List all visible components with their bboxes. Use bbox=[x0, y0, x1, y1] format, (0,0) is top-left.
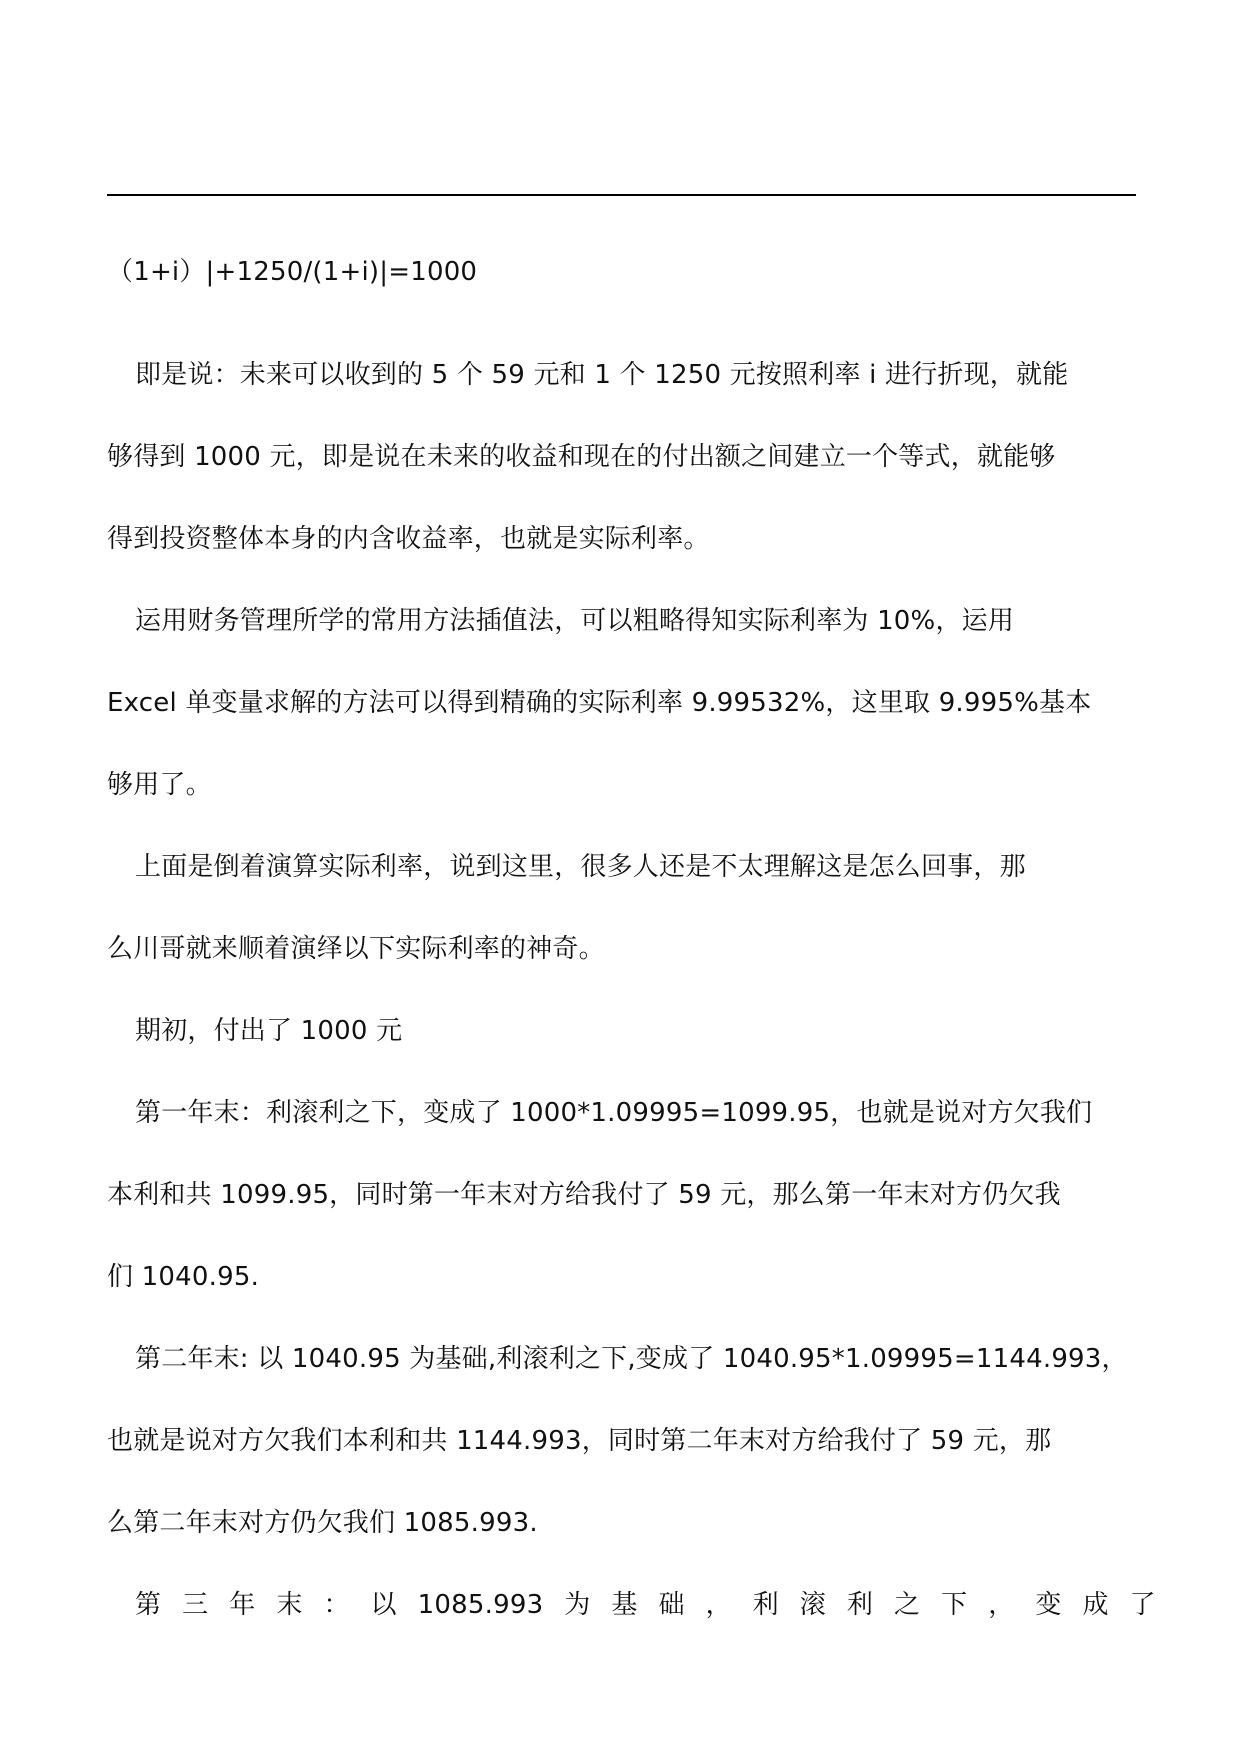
justified-token: 以 bbox=[370, 1590, 397, 1620]
header-rule bbox=[107, 194, 1136, 196]
text-line: 么川哥就来顺着演绎以下实际利率的神奇。 bbox=[107, 934, 605, 964]
text-line: 即是说：未来可以收到的 5 个 59 元和 1 个 1250 元按照利率 i 进行折现，就能 bbox=[135, 360, 1069, 390]
justified-token: 之 bbox=[894, 1590, 921, 1620]
paragraph-year-two bbox=[107, 1318, 1136, 1564]
text-line: Excel 单变量求解的方法可以得到精确的实际利率 9.99532%，这里取 9.995%基本 bbox=[107, 688, 1092, 718]
paragraph-year-one bbox=[107, 1072, 1136, 1318]
formula-line bbox=[107, 252, 1136, 292]
justified-token: 变 bbox=[1035, 1590, 1062, 1620]
justified-token: 滚 bbox=[799, 1590, 826, 1620]
document-body bbox=[107, 252, 1156, 1646]
paragraph-interpolation bbox=[107, 580, 1136, 826]
justified-token: 础 bbox=[658, 1590, 685, 1620]
paragraph-year-three bbox=[107, 1564, 1156, 1646]
text-line: 期初，付出了 1000 元 bbox=[135, 1016, 403, 1046]
justified-token: 1085.993 bbox=[417, 1590, 544, 1620]
justified-token: 利 bbox=[752, 1590, 779, 1620]
text-line: 够得到 1000 元，即是说在未来的收益和现在的付出额之间建立一个等式，就能够 bbox=[107, 442, 1056, 472]
paragraph-explanation bbox=[107, 826, 1136, 990]
formula-text: （1+i）|+1250/(1+i)|=1000 bbox=[107, 257, 478, 287]
justified-token: ， bbox=[988, 1590, 1015, 1620]
justified-token: 三 bbox=[182, 1590, 209, 1620]
justified-token: 成 bbox=[1082, 1590, 1109, 1620]
justified-token: 下 bbox=[941, 1590, 968, 1620]
text-line: 运用财务管理所学的常用方法插值法，可以粗略得知实际利率为 10%，运用 bbox=[135, 606, 1015, 636]
justified-token: 了 bbox=[1129, 1590, 1156, 1620]
justified-token: ： bbox=[323, 1590, 350, 1620]
justified-token: ， bbox=[705, 1590, 732, 1620]
text-line: 们 1040.95. bbox=[107, 1262, 260, 1292]
text-line: 也就是说对方欠我们本利和共 1144.993，同时第二年末对方给我付了 59 元，那 bbox=[107, 1426, 1052, 1456]
justified-token: 利 bbox=[846, 1590, 874, 1620]
justified-token: 末 bbox=[276, 1590, 303, 1620]
text-line: 么第二年末对方仍欠我们 1085.993. bbox=[107, 1508, 538, 1538]
paragraph-initial-payment bbox=[107, 990, 1136, 1072]
text-line: 够用了。 bbox=[107, 770, 212, 800]
justified-token: 第 bbox=[135, 1590, 162, 1620]
text-line: 第一年末：利滚利之下，变成了 1000*1.09995=1099.95，也就是说对方欠我们 bbox=[135, 1098, 1093, 1128]
text-line: 第二年末: 以 1040.95 为基础,利滚利之下,变成了 1040.95*1.09995=1144.993， bbox=[135, 1344, 1128, 1374]
justified-token: 为 bbox=[564, 1590, 591, 1620]
justified-token: 年 bbox=[229, 1590, 256, 1620]
paragraph-discounting bbox=[107, 334, 1136, 580]
text-line: 本利和共 1099.95，同时第一年末对方给我付了 59 元，那么第一年末对方仍欠我 bbox=[107, 1180, 1061, 1210]
text-line-spread bbox=[107, 1564, 1156, 1646]
justified-line bbox=[135, 1564, 1156, 1646]
text-line: 上面是倒着演算实际利率，说到这里，很多人还是不太理解这是怎么回事，那 bbox=[135, 852, 1026, 882]
text-line: 得到投资整体本身的内含收益率，也就是实际利率。 bbox=[107, 524, 710, 554]
justified-token: 基 bbox=[611, 1590, 638, 1620]
